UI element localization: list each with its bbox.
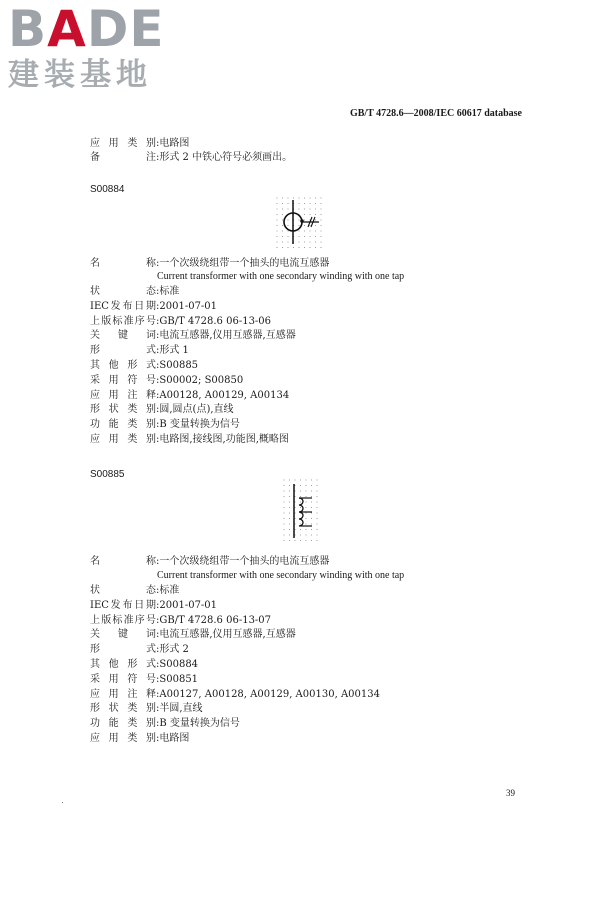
field-value: B 变量转换为信号 [159, 718, 240, 730]
field-label: 应用注释 [90, 389, 156, 401]
field-row: 上版标准序号:GB/T 4728.6 06-13-06 [90, 315, 272, 327]
current-transformer-tap-form1-icon [275, 196, 325, 248]
field-value: S00885 [159, 360, 199, 371]
top-field-note: 备注:形式 2 中铁心符号必须画出。 [90, 152, 293, 163]
field-value: GB/T 4728.6 06-13-06 [159, 315, 272, 327]
entry-code: S00885 [90, 469, 125, 480]
field-value: 电路图 [159, 138, 190, 149]
entry-code: S00884 [90, 184, 125, 195]
field-value: 电路图,接线图,功能图,概略图 [159, 434, 289, 445]
field-label: 上版标准序号 [90, 614, 156, 626]
logo-brand-text: BADE [8, 0, 165, 58]
field-value: 形式 2 中铁心符号必须画出。 [159, 152, 293, 163]
current-transformer-tap-form2-icon [282, 478, 322, 542]
field-row: 功能类别:B 变量转换为信号 [90, 718, 240, 730]
field-label: 状态 [90, 585, 156, 596]
page-number: 39 [506, 788, 515, 798]
entry-name: 名称:一个次级绕组带一个抽头的电流互感器 [90, 556, 330, 567]
field-value: 2001-07-01 [159, 300, 218, 312]
field-row: 形式:形式 2 [90, 644, 189, 656]
field-row: 形式:形式 1 [90, 345, 189, 357]
field-row: 应用注释:A00127, A00128, A00129, A00130, A00134 [90, 688, 380, 700]
field-label: 应用类别 [90, 733, 156, 744]
field-label: 备注 [90, 152, 156, 163]
field-label: 形式 [90, 345, 156, 357]
field-label: 采用符号 [90, 673, 156, 685]
field-value: A00127, A00128, A00129, A00130, A00134 [159, 688, 380, 700]
field-label: 形式 [90, 644, 156, 656]
field-value: GB/T 4728.6 06-13-07 [159, 614, 272, 626]
field-label: 名称 [90, 258, 156, 269]
logo-subtitle: 建装基地 [8, 57, 152, 93]
field-value: 电流互感器,仪用互感器,互感器 [159, 629, 296, 641]
field-label: 名称 [90, 556, 156, 567]
field-label: 应用类别 [90, 434, 156, 445]
field-value: 2001-07-01 [159, 599, 218, 611]
name-cn: 一个次级绕组带一个抽头的电流互感器 [159, 258, 330, 269]
field-value: 半圆,直线 [159, 703, 203, 715]
field-value: S00002; S00850 [159, 374, 244, 386]
top-field-application: 应用类别:电路图 [90, 138, 190, 149]
field-value: 形式 1 [159, 345, 189, 357]
field-row: 应用类别:电路图,接线图,功能图,概略图 [90, 434, 289, 445]
field-row: 应用注释:A00128, A00129, A00134 [90, 389, 290, 401]
entry-name: 名称:一个次级绕组带一个抽头的电流互感器 [90, 258, 330, 269]
name-cn: 一个次级绕组带一个抽头的电流互感器 [159, 556, 330, 567]
field-row: 形状类别:半圆,直线 [90, 703, 203, 715]
field-label: 功能类别 [90, 718, 156, 730]
field-row: IEC发布日期:2001-07-01 [90, 599, 218, 611]
name-en: Current transformer with one secondary winding with one tap [157, 271, 405, 282]
field-row: IEC发布日期:2001-07-01 [90, 300, 218, 312]
name-en: Current transformer with one secondary winding with one tap [157, 570, 405, 581]
field-row: 应用类别:电路图 [90, 733, 190, 744]
scan-dot [62, 802, 63, 803]
field-value: 形式 2 [159, 644, 189, 656]
field-row: 上版标准序号:GB/T 4728.6 06-13-07 [90, 614, 272, 626]
field-label: 形状类别 [90, 404, 156, 416]
field-label: IEC发布日期 [90, 599, 156, 611]
field-value: 圆,圆点(点),直线 [159, 404, 234, 416]
field-label: 上版标准序号 [90, 315, 156, 327]
field-value: 标准 [159, 286, 180, 297]
field-label: 关键词 [90, 330, 156, 342]
brand-logo [8, 0, 178, 93]
field-row: 采用符号:S00002; S00850 [90, 374, 244, 386]
field-row: 关键词:电流互感器,仪用互感器,互感器 [90, 629, 296, 641]
field-row: 功能类别:B 变量转换为信号 [90, 419, 240, 431]
field-value: 电流互感器,仪用互感器,互感器 [159, 330, 296, 342]
field-label: 状态 [90, 286, 156, 297]
field-row: 其他形式:S00885 [90, 360, 199, 371]
field-row: 状态:标准 [90, 585, 180, 596]
field-value: A00128, A00129, A00134 [159, 389, 290, 401]
field-label: 关键词 [90, 629, 156, 641]
field-label: 功能类别 [90, 419, 156, 431]
field-value: 电路图 [159, 733, 190, 744]
field-label: 采用符号 [90, 374, 156, 386]
field-row: 关键词:电流互感器,仪用互感器,互感器 [90, 330, 296, 342]
field-label: 应用注释 [90, 688, 156, 700]
field-label: 应用类别 [90, 138, 156, 149]
field-value: 标准 [159, 585, 180, 596]
field-value: S00884 [159, 659, 199, 670]
field-label: 其他形式 [90, 659, 156, 670]
field-label: 形状类别 [90, 703, 156, 715]
field-row: 状态:标准 [90, 286, 180, 297]
field-row: 其他形式:S00884 [90, 659, 199, 670]
field-label: IEC发布日期 [90, 300, 156, 312]
field-row: 形状类别:圆,圆点(点),直线 [90, 404, 234, 416]
standard-header: GB/T 4728.6—2008/IEC 60617 database [349, 108, 522, 119]
field-label: 其他形式 [90, 360, 156, 371]
field-value: B 变量转换为信号 [159, 419, 240, 431]
field-row: 采用符号:S00851 [90, 673, 199, 685]
field-value: S00851 [159, 673, 199, 685]
